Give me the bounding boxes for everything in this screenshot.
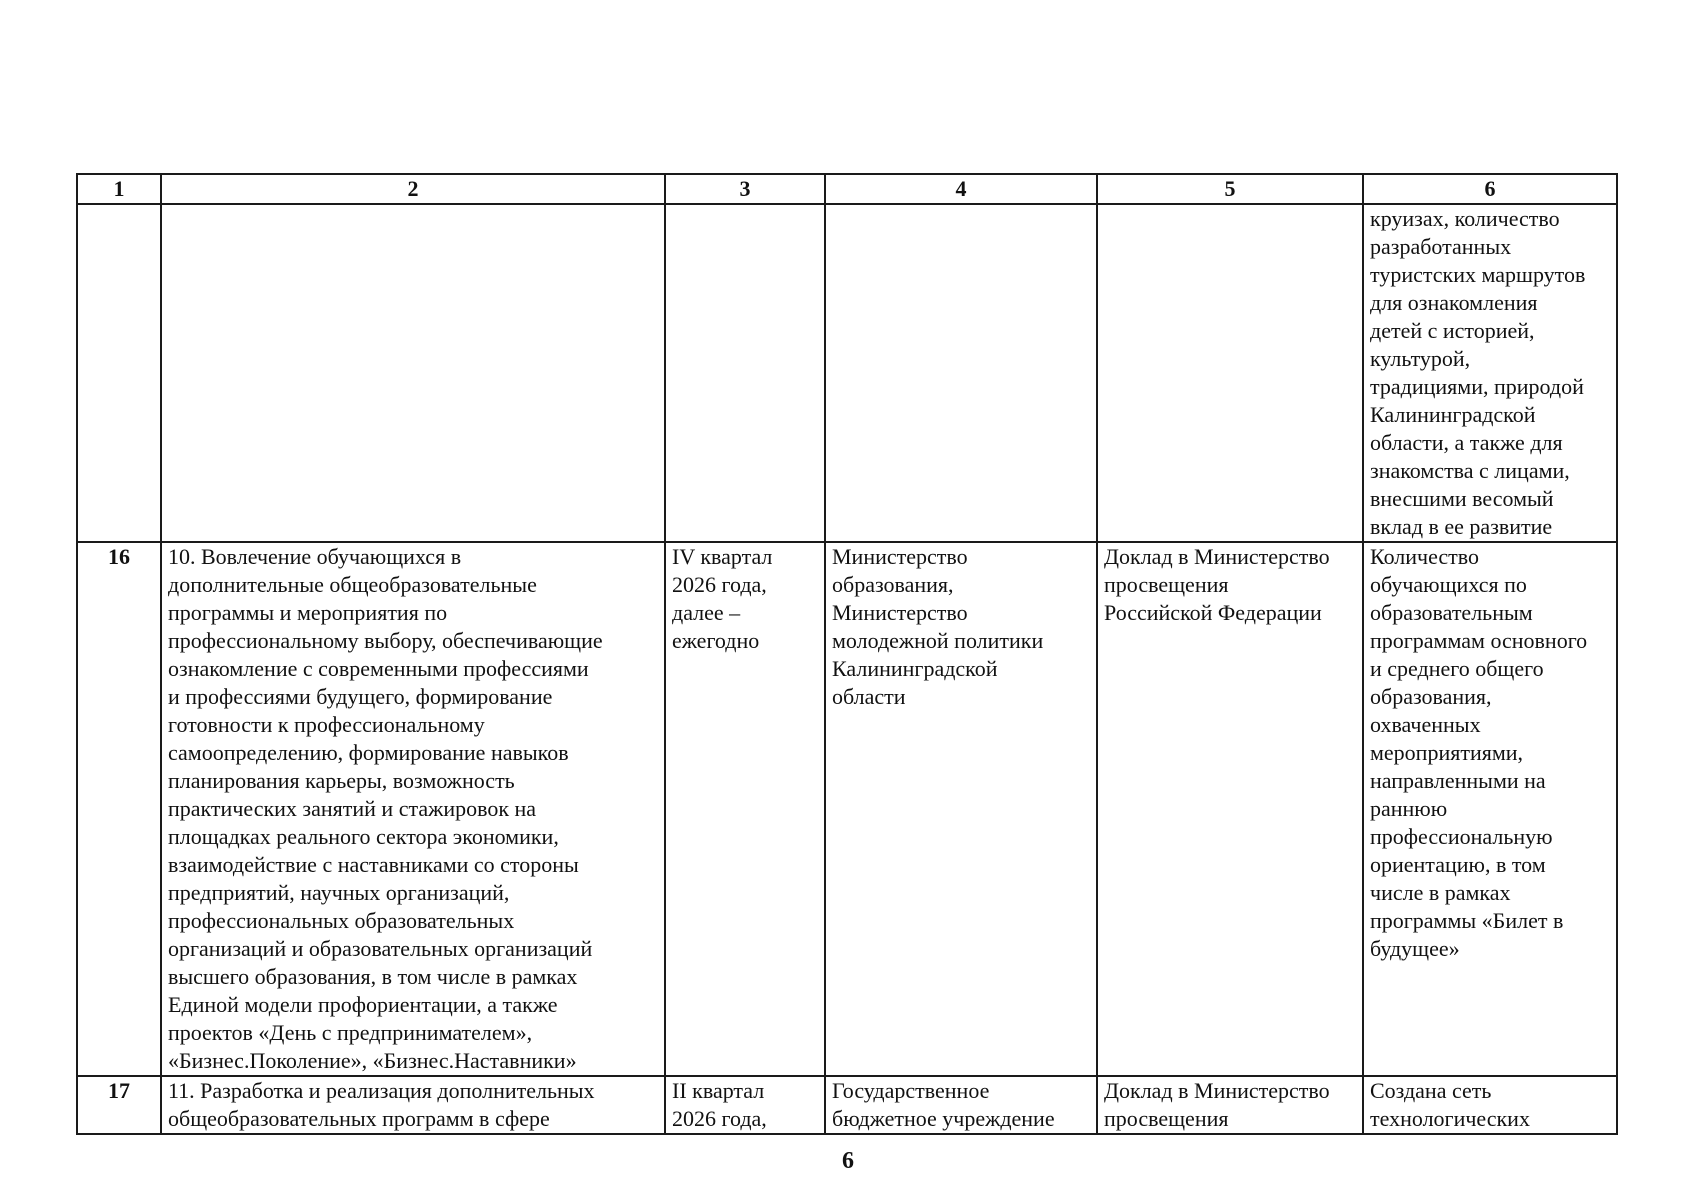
indicator-cell: Количество обучающихся по образовательным программам основного и среднего общего образования, охваченных мероприятиями, направленными на раннюю профессиональную ориентацию, в том числе в рамках программы «Билет в будущее» xyxy=(1363,542,1617,1076)
row-number xyxy=(77,204,161,542)
deadline-cell: II квартал 2026 года, xyxy=(665,1076,825,1134)
row-number: 17 xyxy=(77,1076,161,1134)
deadline-cell: IV квартал 2026 года, далее – ежегодно xyxy=(665,542,825,1076)
column-header: 6 xyxy=(1363,174,1617,204)
column-header: 4 xyxy=(825,174,1097,204)
indicator-cell: круизах, количество разработанных туристских маршрутов для ознакомления детей с историей, культурой, традициями, природой Калининградской области, а также для знакомства с лицами, внесшими весомый вклад в ее развитие xyxy=(1363,204,1617,542)
result-type-cell: Доклад в Министерство просвещения Российской Федерации xyxy=(1097,542,1363,1076)
column-header: 3 xyxy=(665,174,825,204)
plan-table xyxy=(76,173,1618,1135)
indicator-cell: Создана сеть технологических xyxy=(1363,1076,1617,1134)
row-number: 16 xyxy=(77,542,161,1076)
event-description: 11. Разработка и реализация дополнительных общеобразовательных программ в сфере xyxy=(161,1076,665,1134)
event-description: 10. Вовлечение обучающихся в дополнительные общеобразовательные программы и мероприятия по профессиональному выбору, обеспечивающие ознакомление с современными профессиями и профессиями будущего, формирование готовности к профессиональному самоопределению, формирование навыков планирования карьеры, возможность практических занятий и стажировок на площадках реального сектора экономики, взаимодействие с наставниками со стороны предприятий, научных организаций, профессиональных образовательных организаций и образовательных организаций высшего образования, в том числе в рамках Единой модели профориентации, а также проектов «День с предпринимателем», «Бизнес.Поколение», «Бизнес.Наставники» xyxy=(161,542,665,1076)
column-header: 5 xyxy=(1097,174,1363,204)
event-description xyxy=(161,204,665,542)
table-row xyxy=(77,1076,1617,1134)
responsible-cell xyxy=(825,204,1097,542)
table-header-row xyxy=(77,174,1617,204)
responsible-cell: Государственное бюджетное учреждение xyxy=(825,1076,1097,1134)
responsible-cell: Министерство образования, Министерство молодежной политики Калининградской области xyxy=(825,542,1097,1076)
result-type-cell xyxy=(1097,204,1363,542)
column-header: 2 xyxy=(161,174,665,204)
result-type-cell: Доклад в Министерство просвещения xyxy=(1097,1076,1363,1134)
deadline-cell xyxy=(665,204,825,542)
table-row xyxy=(77,204,1617,542)
table-row xyxy=(77,542,1617,1076)
page-number: 6 xyxy=(842,1148,854,1174)
column-header: 1 xyxy=(77,174,161,204)
